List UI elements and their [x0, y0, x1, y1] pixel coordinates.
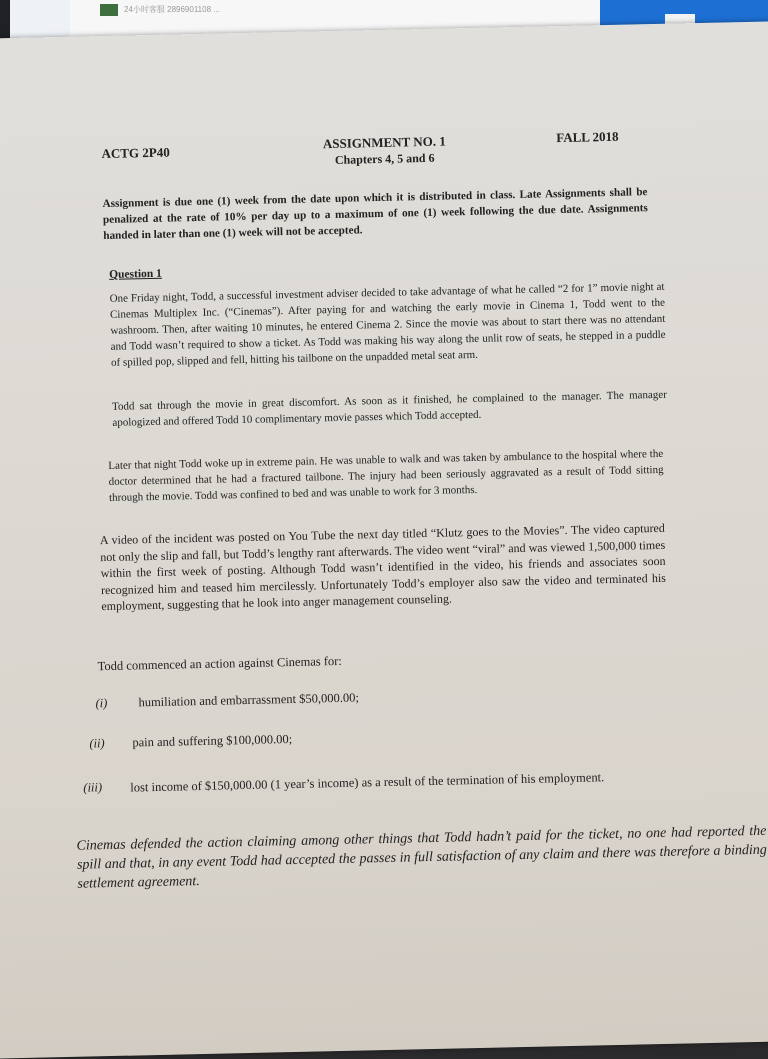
chat-window-title: 24小时客服 2896901108 ...: [100, 4, 220, 16]
assignment-title: ASSIGNMENT NO. 1: [322, 133, 446, 152]
paragraph-6: Cinemas defended the action claiming among other things that Todd hadn’t paid for the ticket, no one had reported the spill and that, in any event Todd had accepted the passes in full satisfaction of any claim and there was therefore a binding settlement agreement.: [76, 823, 768, 892]
claim-text: lost income of $150,000.00 (1 year’s income) as a result of the termination of his employment.: [130, 770, 605, 795]
paragraph-5: Todd commenced an action against Cinemas for:: [97, 653, 342, 674]
assignment-chapters: Chapters 4, 5 and 6: [334, 150, 435, 167]
assignment-instructions: Assignment is due one (1) week from the date upon which it is distributed in class. Late Assignments shall be penalized at the rate of 10% per day up to a maximum of one (1) week following the due date. Assignments handed in later than one (1) week will not be accepted.: [102, 186, 648, 243]
paragraph-4: A video of the incident was posted on You Tube the next day titled “Klutz goes to the Movies”. The video captured not only the slip and fall, but Todd’s lengthy rant afterwards. The video went “viral” and was viewed 1,500,000 times within the first week of posting. Although Todd wasn’t identified in the video, his friends and associates soon recognized him and teased him mercilessly. Unfortunately Todd’s employer also saw the video and terminated his employment, suggesting that he look into anger management counseling.: [99, 520, 667, 614]
app-logo-icon: [100, 4, 118, 16]
paragraph-3: Later that night Todd woke up in extreme pain. He was unable to walk and was taken by ambulance to the hospital where the doctor determined that he had a fractured tailbone. The injury had been seriously aggravated as a result of Todd sitting through the movie. Todd was confined to bed and was unable to work for 3 months.: [108, 447, 664, 504]
course-code: ACTG 2P40: [101, 144, 170, 162]
claim-number: (ii): [89, 736, 105, 751]
term: FALL 2018: [556, 128, 619, 146]
question-heading: Question 1: [109, 267, 162, 281]
assignment-paper: [0, 21, 768, 1059]
claim-number: (iii): [83, 780, 103, 795]
paragraph-2: Todd sat through the movie in great discomfort. As soon as it finished, he complained to the manager. The manager apologized and offered Todd 10 complimentary movie passes which Todd accepted.: [111, 388, 668, 429]
paragraph-1: One Friday night, Todd, a successful investment adviser decided to take advantage of what he called “2 for 1” movie night at Cinemas Multiplex Inc. (“Cinemas”). After paying for and watching the early movie in Cinema 1, Todd went to the washroom. Then, after waiting 10 minutes, he entered Cinema 2. Since the movie was about to start there was no attendant and Todd wasn’t required to show a ticket. As Todd was making his way along the unlit row of seats, he stepped in a puddle of spilled pop, slipped and fell, hitting his tailbone on the unpadded metal seat arm.: [109, 280, 666, 369]
claim-text: pain and suffering $100,000.00;: [132, 732, 293, 750]
claim-number: (i): [95, 696, 108, 711]
claim-text: humiliation and embarrassment $50,000.00;: [138, 690, 360, 710]
